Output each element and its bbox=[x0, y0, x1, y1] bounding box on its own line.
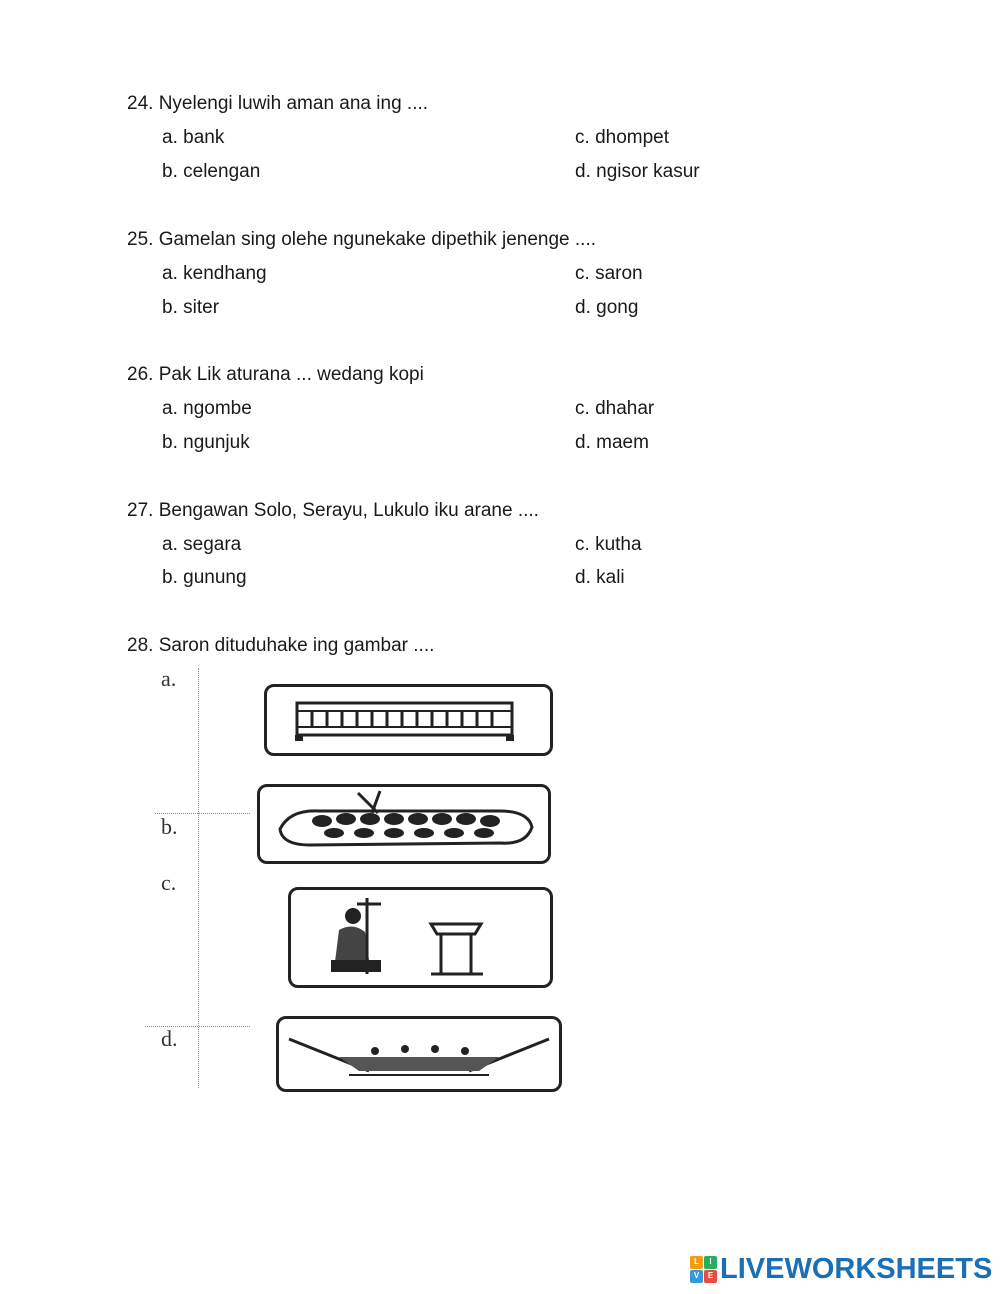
picture-option-a[interactable] bbox=[264, 684, 553, 756]
question-number: 24. bbox=[127, 93, 154, 114]
question-number: 27. bbox=[127, 500, 154, 521]
picture-label-c: c. bbox=[161, 870, 177, 895]
question-text bbox=[127, 229, 596, 251]
option-25-c[interactable]: c. saron bbox=[575, 263, 643, 284]
option-26-a[interactable]: a. ngombe bbox=[162, 398, 252, 419]
picture-option-c[interactable] bbox=[288, 887, 553, 988]
option-24-b[interactable]: b. celengan bbox=[162, 161, 261, 182]
brand-name: LIVEWORKSHEETS bbox=[720, 1252, 993, 1285]
question-prompt: Gamelan sing olehe ngunekake dipethik jenenge .... bbox=[158, 229, 597, 250]
option-25-d[interactable]: d. gong bbox=[575, 297, 639, 318]
option-27-d[interactable]: d. kali bbox=[575, 567, 625, 588]
question-text bbox=[127, 364, 424, 386]
kendhang-player-icon bbox=[291, 890, 550, 985]
option-26-d[interactable]: d. maem bbox=[575, 432, 649, 453]
option-27-b[interactable]: b. gunung bbox=[162, 567, 247, 588]
dotted-divider bbox=[198, 668, 199, 1088]
brand-logo-icon: L I V E bbox=[690, 1256, 716, 1282]
question-prompt: Saron dituduhake ing gambar .... bbox=[158, 635, 435, 656]
question-text bbox=[127, 635, 434, 657]
question-text bbox=[127, 93, 428, 115]
picture-options bbox=[145, 662, 575, 1092]
question-prompt: Bengawan Solo, Serayu, Lukulo iku arane .... bbox=[158, 500, 539, 521]
bonang-icon bbox=[260, 787, 548, 861]
option-27-a[interactable]: a. segara bbox=[162, 534, 242, 555]
option-25-b[interactable]: b. siter bbox=[162, 297, 220, 318]
picture-label-a: a. bbox=[161, 666, 177, 691]
picture-option-d[interactable] bbox=[276, 1016, 562, 1092]
option-27-c[interactable]: c. kutha bbox=[575, 534, 642, 555]
question-prompt: Nyelengi luwih aman ana ing .... bbox=[158, 93, 429, 114]
question-number: 26. bbox=[127, 364, 154, 385]
liveworksheets-logo bbox=[690, 1252, 992, 1286]
question-number: 28. bbox=[127, 635, 154, 656]
gong-stand-icon bbox=[279, 1019, 559, 1089]
saron-icon bbox=[267, 687, 550, 753]
question-prompt: Pak Lik aturana ... wedang kopi bbox=[158, 364, 424, 385]
option-26-c[interactable]: c. dhahar bbox=[575, 398, 655, 419]
question-text bbox=[127, 500, 539, 522]
picture-label-b: b. bbox=[161, 814, 178, 839]
option-24-d[interactable]: d. ngisor kasur bbox=[575, 161, 700, 182]
option-24-a[interactable]: a. bank bbox=[162, 127, 225, 148]
option-26-b[interactable]: b. ngunjuk bbox=[162, 432, 250, 453]
question-number: 25. bbox=[127, 229, 154, 250]
picture-option-b[interactable] bbox=[257, 784, 551, 864]
picture-label-d: d. bbox=[161, 1026, 178, 1051]
option-24-c[interactable]: c. dhompet bbox=[575, 127, 670, 148]
option-25-a[interactable]: a. kendhang bbox=[162, 263, 267, 284]
